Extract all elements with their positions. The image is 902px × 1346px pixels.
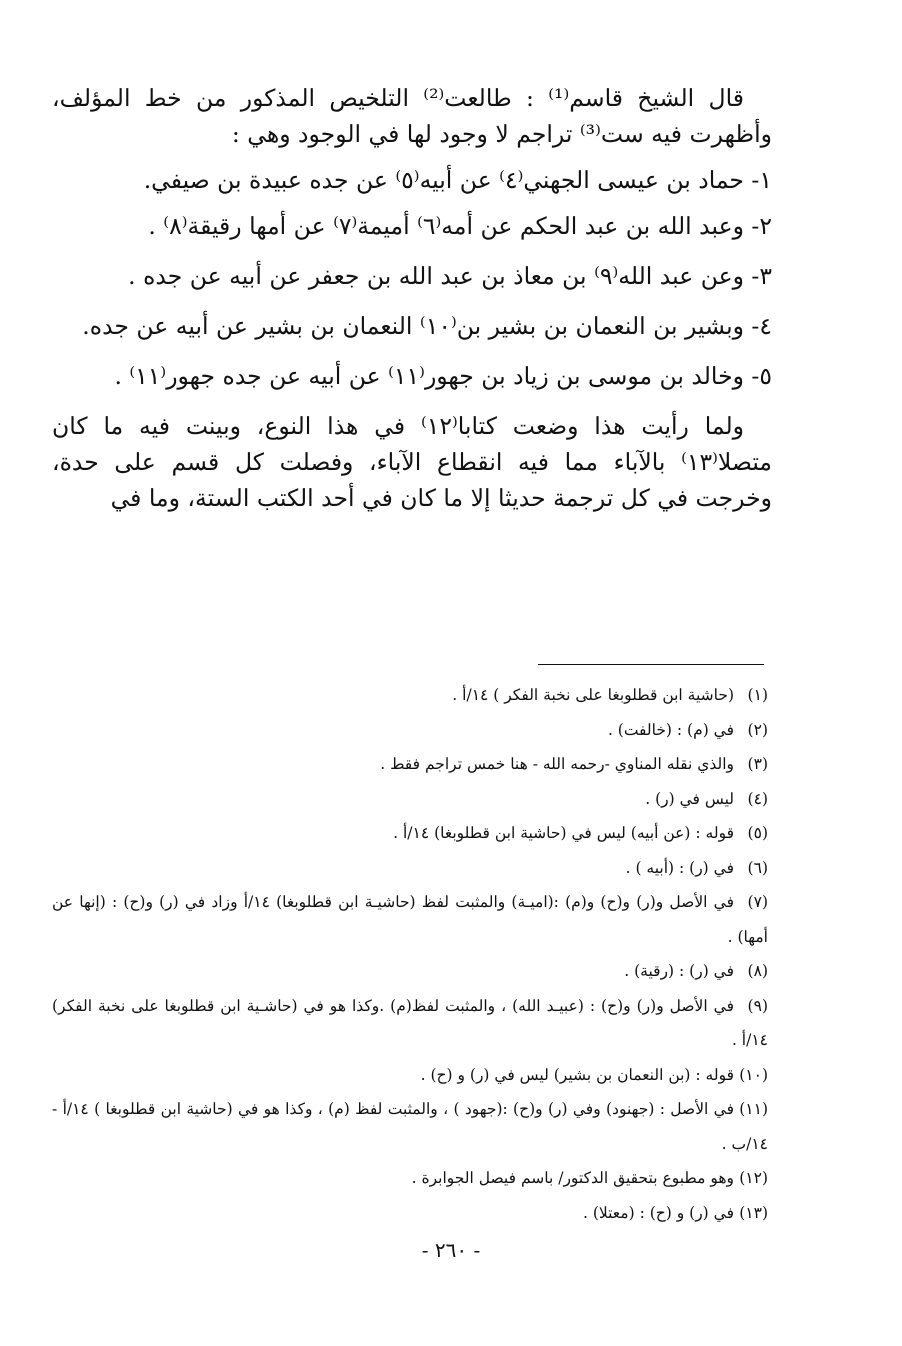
footnote-7 — [52, 885, 768, 954]
footnote-9 — [52, 989, 768, 1058]
footnotes — [52, 678, 768, 1230]
footnote-number: (٢) — [747, 720, 768, 739]
footnote-number: (١٠) — [739, 1065, 768, 1084]
footnote-number: (١١) — [739, 1100, 769, 1118]
footnote-number: (٣) — [747, 755, 768, 773]
footnote-3 — [52, 747, 768, 782]
list-item-2: ٢- وعبد الله بن عبد الحكم عن أمه⁽٦⁾ أميمة⁽٧⁾ عن أمها رقيقة⁽٨⁾ . — [148, 212, 772, 240]
footnote-text: في الأصل و(ر) و(ح) : (عبيـد الله) ، والمثبت لفظ(م) .وكذا هو في (حاشـية ابن قطلوبغا على نخبة الفكر) ١٤/أ . — [52, 996, 768, 1049]
footnote-10 — [52, 1058, 768, 1093]
main-text — [52, 80, 772, 516]
footnote-text: في (ر) : (رقية) . — [624, 962, 734, 980]
footnote-11 — [52, 1092, 768, 1161]
page-number: - ٢٦٠ - — [421, 1238, 481, 1262]
footnote-12 — [52, 1161, 768, 1196]
footnote-text: في الأصل و(ر) و(ح) و(م) :(اميـة) والمثبت لفظ (حاشيـة ابن قطلوبغا) ١٤/أ وزاد في (ر) و(ح) : (إنها عن أمها) . — [52, 893, 768, 946]
footnote-number: (٩) — [747, 996, 768, 1015]
footnote-number: (٦) — [747, 858, 768, 877]
list-item-5: ٥- وخالد بن موسى بن زياد بن جهور⁽١١⁾ عن أبيه عن جده جهور⁽١١⁾ . — [114, 362, 772, 390]
footnote-text: (حاشية ابن قطلوبغا على نخبة الفكر ) ١٤/أ . — [452, 686, 734, 704]
intro-paragraph: قال الشيخ قاسم⁽¹⁾ : طالعت⁽²⁾ التلخيص المذكور من خط المؤلف، وأظهرت فيه ست⁽³⁾ تراجم لا وجود لها في الوجود وهي : — [52, 84, 772, 148]
list-item-3: ٣- وعن عبد الله⁽٩⁾ بن معاذ بن عبد الله بن جعفر عن أبيه عن جده . — [128, 262, 772, 290]
footnote-text: وهو مطبوع بتحقيق الدكتور/ باسم فيصل الجوابرة . — [411, 1169, 734, 1187]
footnote-number: (١) — [747, 686, 768, 704]
footnote-number: (٧) — [747, 893, 768, 911]
footnote-text: في (ر) و (ح) : (معتلا) . — [582, 1203, 734, 1222]
footnote-1 — [52, 678, 768, 713]
list-item-1: ١- حماد بن عيسى الجهني⁽٤⁾ عن أبيه⁽٥⁾ عن جده عبيدة بن صيفي. — [143, 166, 772, 194]
footnote-number: (٥) — [747, 824, 768, 842]
footnote-text: والذي نقله المناوي -رحمه الله - هنا خمس تراجم فقط . — [380, 755, 734, 773]
list-item-4: ٤- وبشير بن النعمان بن بشير بن⁽١٠⁾ النعمان بن بشير عن أبيه عن جده. — [82, 312, 772, 340]
footnote-text: قوله : (عن أبيه) ليس في (حاشية ابن قطلوبغا) ١٤/أ . — [393, 824, 734, 842]
closing-paragraph: ولما رأيت هذا وضعت كتابا⁽١٢⁾ في هذا النوع، وبينت فيه ما كان متصلا⁽١٣⁾ بالآباء مما فيه انقطاع الآباء، وفصلت كل قسم على حدة، وخرجت في كل ترجمة حديثا إلا ما كان في أحد الكتب الستة، وما في — [52, 412, 772, 512]
footnote-13 — [52, 1196, 768, 1231]
footnote-2 — [52, 713, 768, 748]
footnote-text: في الأصل : (جهنود) وفي (ر) و(ح) :(جهود ) ، والمثبت لفظ (م) ، وكذا هو في (حاشية ابن قطلوبغا ) ١٤/أ - ١٤/ب . — [52, 1100, 768, 1153]
footnote-number: (٤) — [747, 789, 768, 808]
footnote-4 — [52, 782, 768, 817]
footnote-text: في (ر) : (أبيه ) . — [625, 858, 734, 877]
footnote-6 — [52, 851, 768, 886]
footnote-number: (١٣) — [739, 1203, 768, 1222]
footnote-text: قوله : (بن النعمان بن بشير) ليس في (ر) و (ح) . — [420, 1065, 734, 1084]
footnote-5 — [52, 816, 768, 851]
footnote-divider — [538, 664, 764, 665]
footnote-number: (٨) — [747, 962, 768, 980]
footnote-text: في (م) : (خالفت) . — [607, 720, 734, 739]
footnote-8 — [52, 954, 768, 989]
footnote-number: (١٢) — [739, 1169, 768, 1187]
footnote-text: ليس في (ر) . — [645, 789, 734, 808]
